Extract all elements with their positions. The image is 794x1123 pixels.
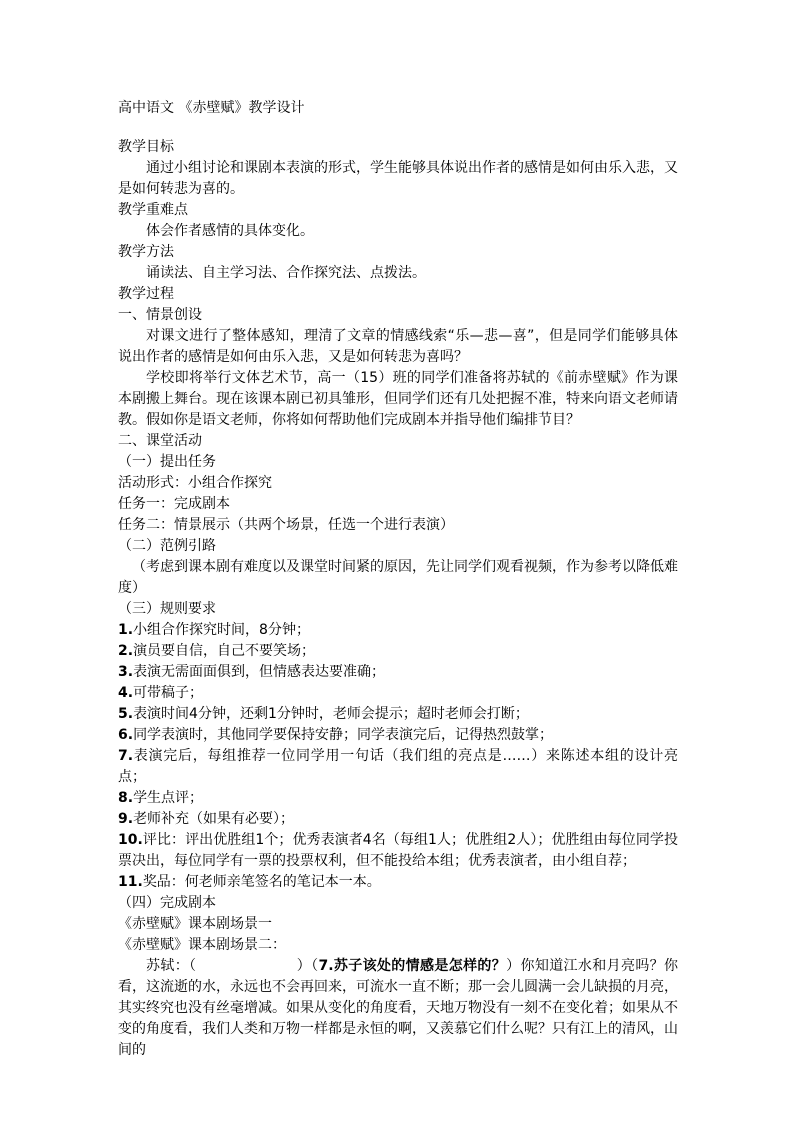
- rule-item: [118, 620, 678, 641]
- sub1-heading: （一）提出任务: [118, 454, 216, 470]
- rule-item: [118, 872, 678, 893]
- rule-number: 6.: [118, 727, 134, 743]
- rule-number: 7.: [118, 748, 134, 764]
- sub4-heading: （四）完成剧本: [118, 895, 216, 911]
- rule-text: 同学表演时，其他同学要保持安静；同学表演完后，记得热烈鼓掌；: [133, 727, 554, 743]
- dialogue-close: ）（: [296, 958, 319, 974]
- rule-item: [118, 662, 678, 683]
- rule-text: 表演时间4分钟，还剩1分钟时，老师会提示；超时老师会打断；: [133, 706, 529, 722]
- dialogue-paragraph: [118, 956, 678, 1061]
- rule-number: 11.: [118, 874, 143, 890]
- rule-text: 学生点评；: [133, 790, 204, 806]
- sub3-heading: （三）规则要求: [118, 601, 216, 617]
- rule-number: 9.: [118, 811, 134, 827]
- objectives-heading: 教学目标: [118, 139, 174, 155]
- rule-item: [118, 809, 678, 830]
- rule-number: 5.: [118, 706, 134, 722]
- rule-text: 小组合作探究时间，8分钟；: [133, 622, 310, 638]
- sub2-text: （考虑到课本剧有难度以及课堂时间紧的原因，先让同学们观看视频，作为参考以降低难度）: [118, 559, 678, 596]
- methods-heading: 教学方法: [118, 244, 174, 260]
- scene1-title: 《赤壁赋》课本剧场景一: [118, 916, 272, 932]
- rule-item: [118, 683, 678, 704]
- rule-item: [118, 704, 678, 725]
- rule-item: [118, 788, 678, 809]
- scene2-title: 《赤壁赋》课本剧场景二：: [118, 937, 286, 953]
- rule-text: 评比：评出优胜组1个；优秀表演者4名（每组1人；优胜组2人）；优胜组由每位同学投票决出，每位同学有一票的投票权利，但不能投给本组；优秀表演者，由小组自荐；: [118, 832, 678, 869]
- rule-number: 10.: [118, 832, 143, 848]
- rule-item: [118, 830, 678, 872]
- rule-text: 老师补充（如果有必要）；: [133, 811, 295, 827]
- dialogue-text: ）你知道江水和月亮吗？你看，这流逝的水，永远也不会再回来，可流水一直不断；那一会儿圆满一会儿缺损的月亮，其实终究也没有丝毫增减。如果从变化的角度看，天地万物没有一刻不在变化着；如果从不变的角度看，我们人类和万物一样都是永恒的啊，又羡慕它们什么呢？只有江上的清风，山间的: [118, 958, 679, 1058]
- rule-number: 1.: [118, 622, 134, 638]
- sub1-line-2: 任务一：完成剧本: [118, 496, 230, 512]
- document-title: 高中语文 《赤壁赋》教学设计: [118, 100, 305, 116]
- rule-number: 8.: [118, 790, 134, 806]
- rule-number: 3.: [118, 664, 134, 680]
- rule-item: [118, 641, 678, 662]
- rule-text: 奖品：何老师亲笔签名的笔记本一本。: [142, 874, 381, 890]
- sub1-line-1: 活动形式：小组合作探究: [118, 475, 272, 491]
- section1-para1: 对课文进行了整体感知，理清了文章的情感线索“乐—悲—喜”，但是同学们能够具体说出作者的感情是如何由乐入悲，又是如何转悲为喜吗？: [118, 328, 678, 365]
- document-body: [118, 137, 678, 1061]
- process-heading: 教学过程: [118, 286, 174, 302]
- section1-para2: 学校即将举行文体艺术节，高一（15）班的同学们准备将苏轼的《前赤壁赋》作为课本剧搬上舞台。现在该课本剧已初具雏形，但同学们还有几处把握不准，特来向语文老师请教。假如你是语文老师，你将如何帮助他们完成剧本并指导他们编排节目？: [118, 370, 678, 428]
- dialogue-speaker: 苏轼：（: [146, 958, 197, 974]
- rule-text: 可带稿子；: [133, 685, 204, 701]
- rule-text: 演员要自信，自己不要笑场；: [133, 643, 316, 659]
- rule-item: [118, 725, 678, 746]
- section1-heading: 一、情景创设: [118, 307, 202, 323]
- rule-number: 2.: [118, 643, 134, 659]
- dialogue-question: 7.苏子该处的情感是怎样的？: [318, 958, 507, 974]
- rule-item: [118, 746, 678, 788]
- rule-text: 表演无需面面俱到，但情感表达要准确；: [133, 664, 386, 680]
- sub1-line-3: 任务二：情景展示（共两个场景，任选一个进行表演）: [118, 517, 454, 533]
- key-points-heading: 教学重难点: [118, 202, 188, 218]
- key-points-text: 体会作者感情的具体变化。: [146, 223, 314, 239]
- sub2-heading: （二）范例引路: [118, 538, 216, 554]
- methods-text: 诵读法、自主学习法、合作探究法、点拨法。: [146, 265, 426, 281]
- rule-number: 4.: [118, 685, 134, 701]
- rule-text: 表演完后，每组推荐一位同学用一句话（我们组的亮点是……）来陈述本组的设计亮点；: [118, 748, 678, 785]
- objectives-text: 通过小组讨论和课剧本表演的形式，学生能够具体说出作者的感情是如何由乐入悲，又是如何转悲为喜的。: [118, 160, 678, 197]
- section2-heading: 二、课堂活动: [118, 433, 202, 449]
